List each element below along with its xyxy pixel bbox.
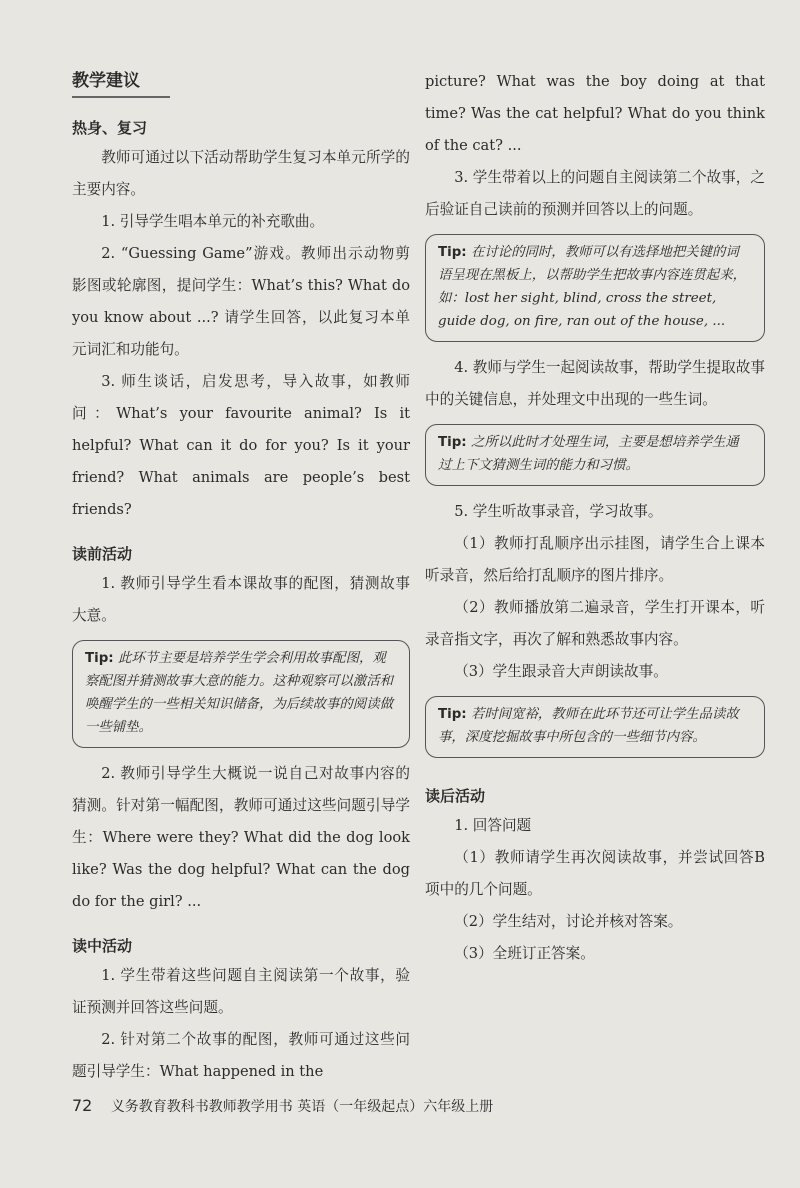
- tip-label: Tip:: [438, 245, 467, 260]
- post-reading-item-1-3: （3）全班订正答案。: [454, 945, 595, 962]
- page-footer: [72, 1094, 493, 1119]
- post-reading-item-1-2: （2）学生结对，讨论并核对答案。: [454, 913, 683, 930]
- warmup-item-2: 2. “Guessing Game”游戏。教师出示动物剪影图或轮廓图，提问学生：What’s this? What do you know about ...? 请学生回答，以此复习本单元词汇和功能句。: [72, 245, 410, 358]
- warmup-item-1: 1. 引导学生唱本单元的补充歌曲。: [101, 213, 325, 230]
- tip-label: Tip:: [438, 435, 467, 450]
- while-reading-heading: 读中活动: [72, 937, 133, 955]
- post-reading-heading: 读后活动: [425, 787, 486, 805]
- pre-reading-item-2: 2. 教师引导学生大概说一说自己对故事内容的猜测。针对第一幅配图，教师可通过这些问题引导学生：Where were they? What did the dog look like? Was the dog helpful? What can the dog do for the girl? ...: [72, 765, 410, 910]
- while-reading-item-5-1: （1）教师打乱顺序出示挂图，请学生合上课本听录音，然后给打乱顺序的图片排序。: [425, 535, 765, 584]
- tip-box-2: [425, 234, 765, 342]
- tip-text: 此环节主要是培养学生学会利用故事配图，观察配图并猜测故事大意的能力。这种观察可以激活和唤醒学生的一些相关知识储备，为后续故事的阅读做一些铺垫。: [85, 651, 393, 735]
- tip-text: 若时间宽裕，教师在此环节还可让学生品读故事，深度挖掘故事中所包含的一些细节内容。: [438, 707, 739, 745]
- warmup-heading: 热身、复习: [72, 119, 148, 137]
- tip-text: 在讨论的同时，教师可以有选择地把关键的词语呈现在黑板上，以帮助学生把故事内容连贯起来，如：lost her sight, blind, cross the street, guide dog, on fire, ran out of the house, ...: [438, 245, 746, 329]
- while-reading-item-2: 2. 针对第二个故事的配图，教师可通过这些问题引导学生：What happened in the: [72, 1031, 410, 1080]
- tip-label: Tip:: [85, 651, 114, 666]
- while-reading-item-5: 5. 学生听故事录音，学习故事。: [454, 503, 663, 520]
- tip-label: Tip:: [438, 707, 467, 722]
- while-reading-item-5-3: （3）学生跟录音大声朗读故事。: [454, 663, 668, 680]
- while-reading-item-2-cont: picture? What was the boy doing at that time? Was the cat helpful? What do you think of the cat? ...: [425, 73, 765, 154]
- while-reading-item-4: 4. 教师与学生一起阅读故事，帮助学生提取故事中的关键信息，并处理文中出现的一些生词。: [425, 359, 765, 408]
- tip-box-3: [425, 424, 765, 486]
- right-column: [425, 66, 765, 970]
- warmup-intro: 教师可通过以下活动帮助学生复习本单元所学的主要内容。: [72, 149, 410, 198]
- left-column: [72, 66, 410, 1088]
- while-reading-item-1: 1. 学生带着这些问题自主阅读第一个故事，验证预测并回答这些问题。: [72, 967, 410, 1016]
- warmup-item-3: 3. 师生谈话，启发思考，导入故事，如教师问：What’s your favourite animal? Is it helpful? What can it do for you? Is it your friend? What animals are people’s best friends?: [72, 373, 410, 518]
- tip-text: 之所以此时才处理生词，主要是想培养学生通过上下文猜测生词的能力和习惯。: [438, 435, 739, 473]
- post-reading-item-1: 1. 回答问题: [454, 817, 532, 834]
- page-number: 72: [72, 1096, 93, 1115]
- tip-box-1: [72, 640, 410, 748]
- while-reading-item-3: 3. 学生带着以上的问题自主阅读第二个故事，之后验证自己读前的预测并回答以上的问题。: [425, 169, 765, 218]
- pre-reading-heading: 读前活动: [72, 545, 133, 563]
- tip-box-4: [425, 696, 765, 758]
- while-reading-item-5-2: （2）教师播放第二遍录音，学生打开课本，听录音指文字，再次了解和熟悉故事内容。: [425, 599, 765, 648]
- section-title: 教学建议: [72, 66, 170, 98]
- pre-reading-item-1: 1. 教师引导学生看本课故事的配图，猜测故事大意。: [72, 575, 410, 624]
- post-reading-item-1-1: （1）教师请学生再次阅读故事，并尝试回答B项中的几个问题。: [425, 849, 765, 898]
- book-title: 义务教育教科书教师教学用书 英语（一年级起点）六年级上册: [110, 1099, 494, 1115]
